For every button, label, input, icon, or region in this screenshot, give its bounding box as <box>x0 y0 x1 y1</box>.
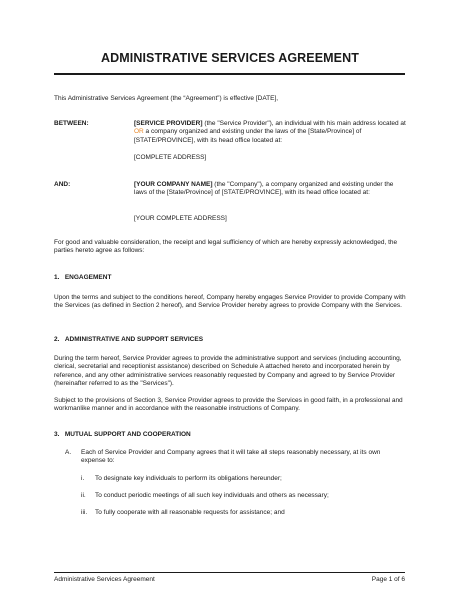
item-ii-text: To conduct periodic meetings of all such key individuals and others as necessary; <box>95 492 329 499</box>
or-word: OR <box>134 128 144 136</box>
service-provider-placeholder: [SERVICE PROVIDER] <box>134 120 203 127</box>
clause-a-text: Each of Service Provider and Company agrees that it will take all steps reasonably necessary, at its own expense to: <box>81 449 381 465</box>
document-title: ADMINISTRATIVE SERVICES AGREEMENT <box>101 51 359 65</box>
between-text-b: a company organized and existing under the laws of the [State/Province] of [STATE/PROVINCE], with its head office located at: <box>134 128 362 144</box>
between-text-a: (the "Service Provider"), an individual with his main address located at <box>202 120 406 127</box>
and-text: (the "Company"), a company organized and existing under the laws of the [State/Province] of [STATE/PROVINCE], with its head office located at: <box>134 181 394 197</box>
footer-page-number: Page 1 of 6 <box>371 576 405 583</box>
between-address: [COMPLETE ADDRESS] <box>134 154 207 161</box>
intro-paragraph: This Administrative Services Agreement (the “Agreement”) is effective [DATE], <box>54 95 279 102</box>
item-i-text: To designate key individuals to perform its obligations hereunder; <box>95 475 282 482</box>
company-name-placeholder: [YOUR COMPANY NAME] <box>134 181 213 188</box>
and-label: AND: <box>54 181 71 188</box>
and-address: [YOUR COMPLETE ADDRESS] <box>134 215 227 222</box>
footer-rule <box>54 572 405 573</box>
clause-a-label: A. <box>65 449 72 456</box>
item-iii-text: To fully cooperate with all reasonable requests for assistance; and <box>95 509 285 516</box>
and-paragraph <box>134 181 406 198</box>
section-1-heading: 1. ENGAGEMENT <box>54 274 112 281</box>
item-iii-number: iii. <box>81 509 88 516</box>
between-paragraph <box>134 120 406 145</box>
consideration-paragraph: For good and valuable consideration, the receipt and legal sufficiency of which are hereby expressly acknowledged, the parties hereto agree as follows: <box>54 239 398 255</box>
item-i-number: i. <box>81 475 85 482</box>
section-3-heading: 3. MUTUAL SUPPORT AND COOPERATION <box>54 431 191 438</box>
footer-document-name: Administrative Services Agreement <box>54 576 155 583</box>
section-2-body-1: During the term hereof, Service Provider agrees to provide the administrative support and services (including accounting, clerical, secretarial and receptionist assistance) described on Schedule A attached hereto and incorporated herein by reference, and any other administrative services reasonably requested by Company and agreed to by Service Provider (hereinafter referred to as the "Services"). <box>54 355 402 387</box>
section-2-heading: 2. ADMINISTRATIVE AND SUPPORT SERVICES <box>54 336 204 343</box>
section-2-body-2: Subject to the provisions of Section 3, Service Provider agrees to provide the Services in good faith, in a professional and workmanlike manner and in accordance with the reasonable instructions of Company. <box>54 397 403 413</box>
between-label: BETWEEN: <box>54 120 89 127</box>
title-rule <box>54 73 405 75</box>
item-ii-number: ii. <box>81 492 86 499</box>
section-1-body: Upon the terms and subject to the conditions hereof, Company hereby engages Service Provider to provide Company with the Services (as defined in Section 2 hereof), and Service Provider hereby agrees to provide Company with the Services. <box>54 294 406 310</box>
